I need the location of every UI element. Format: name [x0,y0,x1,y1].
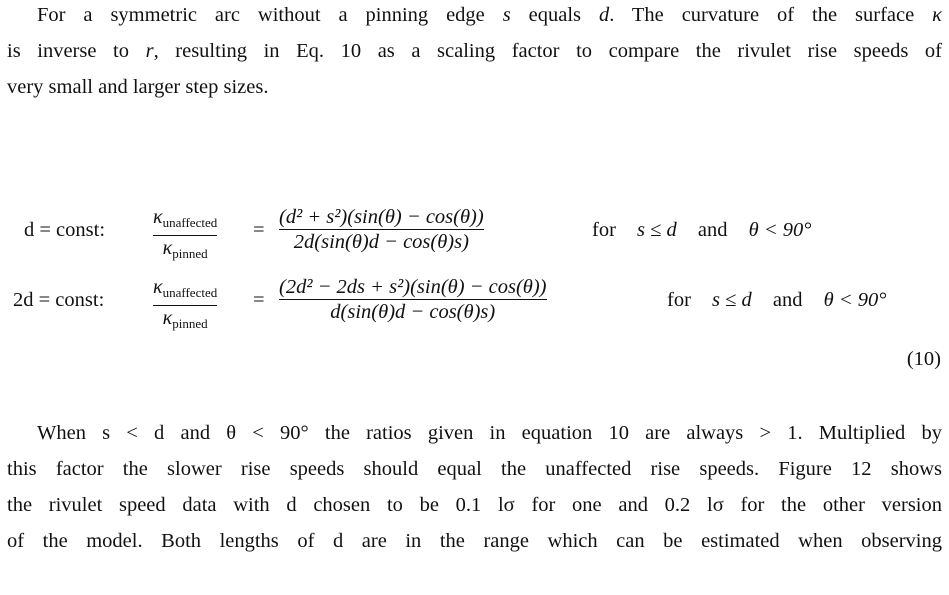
paragraph-intro-line-2: is inverse to r, resulting in Eq. 10 as a scaling factor to compare the rivulet rise speeds of [7,40,942,62]
paragraph-intro [7,0,942,105]
kappa-ratio: $\kappa_{unaffected}$ $\kappa_{pinned}$ [153,276,218,332]
paragraph-results [7,415,942,559]
kappa-ratio: $\kappa_{unaffected}$ $\kappa_{pinned}$ [153,206,218,262]
equation-condition: for s ≤ d and θ < 90° [667,289,887,311]
equation-number: (10) [906,348,941,370]
paragraph-intro-line-1: For a symmetric arc without a pinning edge s equals d. The curvature of the surface κ [37,4,942,26]
paragraph-results-line-1: When s < d and θ < 90° the ratios given in equation 10 are always > 1. Multiplied by [37,422,942,444]
equation-lhs: 2d = const: [13,289,105,311]
paragraph-results-line-4: of the model. Both lengths of d are in the range which can be estimated when observing [7,530,942,552]
rhs-fraction: (2d² − 2ds + s²)(sin(θ) − cos(θ)) d(sin(θ)d − cos(θ)s) [279,276,547,324]
equals-sign: = [253,289,265,311]
equation-condition: for s ≤ d and θ < 90° [592,219,812,241]
paragraph-intro-line-3: very small and larger step sizes. [7,76,269,98]
paragraph-results-line-2: this factor the slower rise speeds should equal the unaffected rise speeds. Figure 12 shows [7,458,942,480]
equation-lhs: d = const: [24,219,106,241]
rhs-fraction: (d² + s²)(sin(θ) − cos(θ)) 2d(sin(θ)d − cos(θ)s) [279,206,484,254]
paragraph-results-line-3: the rivulet speed data with d chosen to be 0.1 lσ for one and 0.2 lσ for the other version [7,494,942,516]
equals-sign: = [253,219,265,241]
